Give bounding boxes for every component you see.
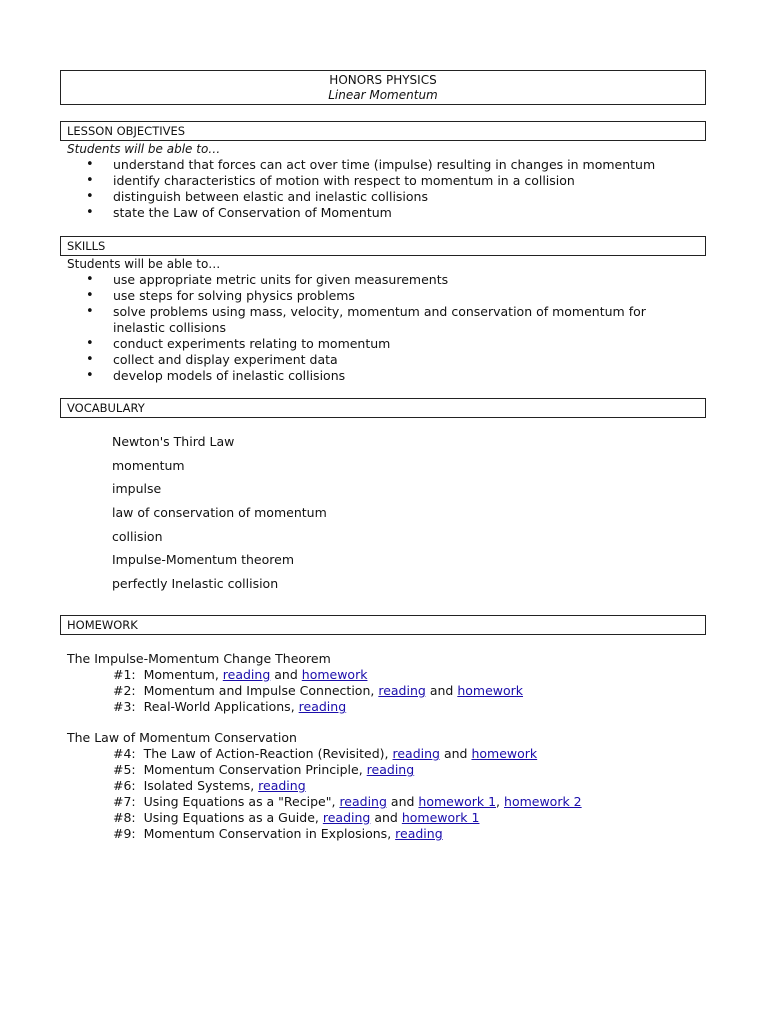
vocabulary-term: impulse bbox=[112, 481, 162, 497]
homework-group-list bbox=[113, 667, 523, 715]
link-separator: and bbox=[429, 683, 454, 698]
reading-link[interactable]: reading bbox=[222, 667, 271, 682]
homework-item bbox=[113, 746, 582, 762]
homework-title: The Law of Action-Reaction (Revisited), bbox=[143, 746, 389, 761]
vocabulary-term: Impulse-Momentum theorem bbox=[112, 552, 294, 568]
reading-link[interactable]: reading bbox=[298, 699, 347, 714]
objectives-item: • understand that forces can act over time (impulse) resulting in changes in momentum bbox=[86, 157, 686, 173]
reading-link[interactable]: reading bbox=[366, 762, 415, 777]
homework-item bbox=[113, 826, 582, 842]
homework-item bbox=[113, 762, 582, 778]
vocabulary-term: Newton's Third Law bbox=[112, 434, 235, 449]
homework-title: Real-World Applications, bbox=[143, 699, 295, 714]
objectives-heading: LESSON OBJECTIVES bbox=[60, 121, 706, 141]
homework-item bbox=[113, 810, 582, 826]
homework-title: Using Equations as a "Recipe", bbox=[143, 794, 336, 809]
homework-number: #2: bbox=[113, 683, 136, 698]
homework-1-link[interactable]: homework 1 bbox=[401, 810, 480, 825]
homework-title: Momentum Conservation Principle, bbox=[143, 762, 363, 777]
homework-link[interactable]: homework bbox=[457, 683, 524, 698]
homework-group-title: The Impulse-Momentum Change Theorem bbox=[67, 651, 331, 666]
homework-2-link[interactable]: homework 2 bbox=[504, 794, 582, 809]
homework-1-link[interactable]: homework 1 bbox=[418, 794, 497, 809]
link-separator: , bbox=[496, 794, 501, 809]
skills-item: • solve problems using mass, velocity, momentum and conservation of momentum for inelastic collisions bbox=[86, 304, 686, 336]
skills-heading: SKILLS bbox=[60, 236, 706, 256]
reading-link[interactable]: reading bbox=[322, 810, 371, 825]
vocabulary-term: law of conservation of momentum bbox=[112, 505, 327, 521]
homework-group-title: The Law of Momentum Conservation bbox=[67, 730, 297, 745]
homework-number: #8: bbox=[113, 810, 136, 825]
reading-link[interactable]: reading bbox=[258, 778, 306, 793]
vocabulary-term: momentum bbox=[112, 457, 185, 473]
reading-link[interactable]: reading bbox=[378, 683, 426, 698]
title-box bbox=[60, 70, 706, 105]
objectives-item: • identify characteristics of motion with respect to momentum in a collision bbox=[86, 173, 686, 189]
homework-number: #3: bbox=[113, 699, 136, 714]
homework-number: #9: bbox=[113, 826, 136, 841]
homework-title: Momentum Conservation in Explosions, bbox=[143, 826, 392, 841]
homework-title: Isolated Systems, bbox=[143, 778, 255, 793]
homework-group-list bbox=[113, 746, 582, 842]
link-separator: and bbox=[374, 810, 398, 825]
homework-item bbox=[113, 667, 523, 683]
homework-link[interactable]: homework bbox=[471, 746, 538, 761]
link-separator: and bbox=[274, 667, 298, 682]
objectives-intro: Students will be able to… bbox=[67, 142, 221, 156]
homework-item bbox=[113, 683, 523, 699]
homework-heading: HOMEWORK bbox=[60, 615, 706, 635]
homework-item bbox=[113, 699, 523, 715]
reading-link[interactable]: reading bbox=[392, 746, 440, 761]
skills-item: • conduct experiments relating to momentum bbox=[86, 336, 686, 352]
homework-item bbox=[113, 794, 582, 810]
skills-item: • use appropriate metric units for given measurements bbox=[86, 272, 686, 288]
reading-link[interactable]: reading bbox=[395, 826, 443, 841]
homework-title: Momentum, bbox=[143, 667, 219, 682]
objectives-item: • state the Law of Conservation of Momentum bbox=[86, 205, 686, 221]
reading-link[interactable]: reading bbox=[339, 794, 387, 809]
course-title: HONORS PHYSICS bbox=[329, 73, 437, 87]
homework-number: #5: bbox=[113, 762, 136, 777]
homework-number: #6: bbox=[113, 778, 136, 793]
skills-item: • develop models of inelastic collisions bbox=[86, 368, 686, 384]
homework-number: #1: bbox=[113, 667, 136, 682]
homework-title: Using Equations as a Guide, bbox=[143, 810, 319, 825]
homework-number: #7: bbox=[113, 794, 136, 809]
vocabulary-term: perfectly Inelastic collision bbox=[112, 576, 279, 592]
vocabulary-heading: VOCABULARY bbox=[60, 398, 706, 418]
homework-number: #4: bbox=[113, 746, 136, 761]
objectives-item: • distinguish between elastic and inelastic collisions bbox=[86, 189, 686, 205]
unit-subtitle: Linear Momentum bbox=[328, 88, 438, 102]
homework-title: Momentum and Impulse Connection, bbox=[143, 683, 375, 698]
skills-item: • collect and display experiment data bbox=[86, 352, 686, 368]
homework-item bbox=[113, 778, 582, 794]
skills-item: • use steps for solving physics problems bbox=[86, 288, 686, 304]
skills-list bbox=[86, 272, 686, 384]
vocabulary-term: collision bbox=[112, 528, 163, 544]
link-separator: and bbox=[443, 746, 468, 761]
link-separator: and bbox=[390, 794, 415, 809]
vocabulary-list bbox=[112, 434, 327, 600]
skills-intro: Students will be able to… bbox=[67, 257, 221, 271]
homework-link[interactable]: homework bbox=[301, 667, 368, 682]
objectives-list bbox=[86, 157, 686, 221]
